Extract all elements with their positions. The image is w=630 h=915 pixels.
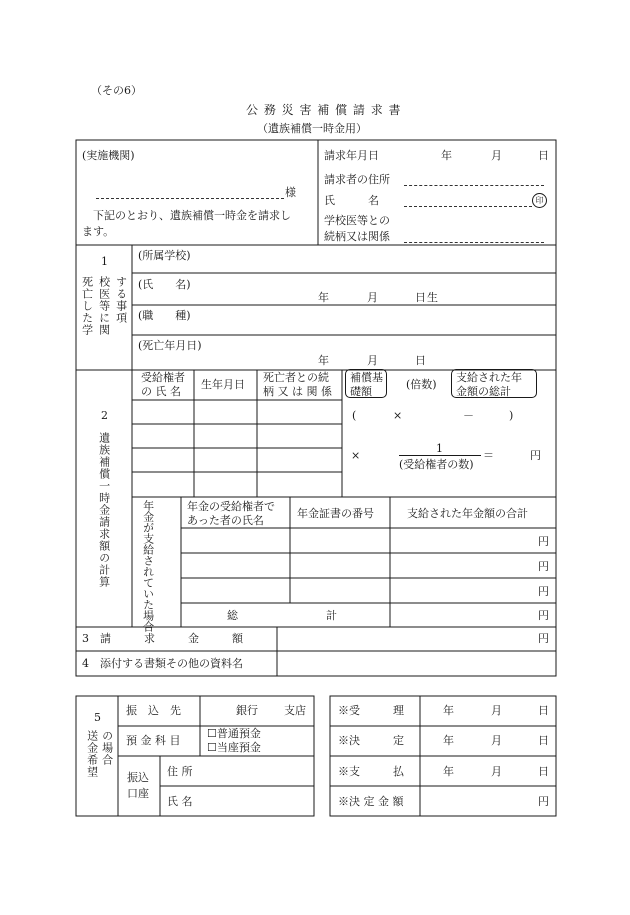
formula-minus: － [463, 409, 474, 422]
bank-label: 銀行 [236, 704, 258, 717]
office-received-month: 月 [491, 704, 502, 717]
birth-year: 年 [318, 291, 329, 304]
form-number: （その6） [91, 84, 142, 97]
form-subtitle: （遺族補償一時金用） [257, 122, 367, 135]
deceased-name-label: (氏 名) [138, 278, 191, 291]
pension-row2-yen: 円 [538, 560, 549, 573]
pension-col-sum: 支給された年金額の合計 [407, 507, 528, 520]
col-total-line2: 金額の総計 [456, 385, 511, 398]
section5-number: 5 [94, 711, 101, 724]
seal-mark: 印 [532, 193, 547, 208]
pension-total-yen: 円 [538, 609, 549, 622]
deposit-option-checking[interactable]: ☐ 当座預金 [207, 742, 261, 753]
office-amount-yen: 円 [538, 795, 549, 808]
pension-row1-yen: 円 [538, 535, 549, 548]
pension-col-name-line1: 年金の受給権者で [187, 500, 275, 513]
col-relation-line2: 柄 又 は 関 係 [263, 385, 332, 398]
account-address-label: 住 所 [167, 765, 193, 778]
account-label-line2: 口座 [127, 787, 149, 800]
attachments-label: 4 添付する書類その他の資料名 [82, 657, 243, 670]
section1-heading-col1: 死亡した学 [80, 276, 94, 336]
relation-label-line1: 学校医等との [324, 214, 390, 227]
formula-close-paren: ) [509, 409, 514, 422]
death-month: 月 [367, 354, 378, 367]
pension-total-label: 総 計 [227, 609, 337, 622]
death-date-label: (死亡年月日) [138, 339, 202, 352]
formula-times2: × [351, 449, 361, 462]
address-field[interactable] [404, 185, 544, 186]
section2-heading: 遺族補償一時金請求額の計算 [97, 432, 111, 588]
birth-suffix: 生 [427, 291, 438, 304]
request-date-day: 日 [538, 149, 549, 162]
deposit-option-ordinary[interactable]: ☐ 普通預金 [207, 728, 261, 739]
col-beneficiary-line2: の 氏 名 [141, 385, 181, 398]
office-decided-day: 日 [538, 734, 549, 747]
office-paid-month: 月 [491, 765, 502, 778]
office-paid-label: ※支 払 [338, 765, 404, 778]
birth-day: 日 [415, 291, 426, 304]
claim-amount-yen: 円 [538, 632, 549, 645]
pension-col-cert: 年金証書の番号 [297, 507, 374, 520]
account-name-label: 氏 名 [167, 795, 193, 808]
request-date-label: 請求年月日 [324, 149, 379, 162]
formula-equals: ＝ [483, 449, 494, 462]
school-label: (所属学校) [138, 249, 191, 262]
office-received-day: 日 [538, 704, 549, 717]
pension-col-name-line2: あった者の氏名 [187, 514, 264, 527]
col-multiplier: (倍数) [406, 378, 437, 391]
col-base-line2: 礎額 [350, 385, 372, 398]
col-base-line1: 補償基 [350, 371, 383, 384]
form-title: 公 務 災 害 補 償 請 求 書 [246, 103, 402, 117]
formula-yen: 円 [530, 449, 541, 462]
request-text-line1: 下記のとおり、遺族補償一時金を請求し [93, 209, 291, 222]
office-decided-label: ※決 定 [338, 734, 404, 747]
birth-month: 月 [367, 291, 378, 304]
col-relation-line1: 死亡者との続 [263, 371, 329, 384]
death-day: 日 [415, 354, 426, 367]
section1-heading-col2: 校医等に関 [97, 276, 111, 336]
section1-number: 1 [101, 255, 108, 268]
name-label: 氏 名 [324, 194, 379, 207]
col-birthdate: 生年月日 [201, 378, 245, 391]
office-paid-year: 年 [443, 765, 454, 778]
formula-open-paren: ( [352, 409, 357, 422]
office-decided-year: 年 [443, 734, 454, 747]
pension-heading-col1: 年金が支給されていた場合 [141, 500, 155, 632]
relation-field[interactable] [404, 242, 544, 243]
fraction-denominator: (受給権者の数) [399, 458, 474, 471]
request-date-year: 年 [441, 149, 452, 162]
relation-label-line2: 続柄又は関係 [324, 230, 390, 243]
section1-heading-col3: する事項 [114, 276, 128, 324]
section2-number: 2 [101, 409, 108, 422]
deposit-type-label: 預 金 科 目 [126, 734, 181, 747]
request-date-month: 月 [491, 149, 502, 162]
office-received-year: 年 [443, 704, 454, 717]
fraction-bar [399, 455, 481, 456]
pension-row3-yen: 円 [538, 585, 549, 598]
formula-times: × [393, 409, 403, 422]
honorific: 様 [285, 186, 296, 199]
agency-name-field[interactable] [96, 198, 284, 199]
section5-heading-col2: の場合 [100, 730, 114, 766]
name-field[interactable] [404, 206, 532, 207]
col-total-line1: 支給された年 [456, 371, 522, 384]
section5-heading-col1: 送金希望 [85, 730, 99, 778]
account-label-line1: 振込 [127, 771, 149, 784]
occupation-label: (職 種) [138, 309, 191, 322]
death-year: 年 [318, 354, 329, 367]
claim-amount-label: 3 請 求 金 額 [82, 632, 243, 645]
office-received-label: ※受 理 [338, 704, 404, 717]
office-decided-month: 月 [491, 734, 502, 747]
branch-label: 支店 [284, 704, 306, 717]
address-label: 請求者の住所 [324, 173, 390, 186]
agency-label: (実施機関) [82, 149, 135, 162]
request-text-line2: ます。 [82, 225, 115, 238]
office-amount-label: ※決 定 金 額 [338, 795, 404, 808]
transfer-to-label: 振 込 先 [126, 704, 181, 717]
office-paid-day: 日 [538, 765, 549, 778]
col-beneficiary-line1: 受給権者 [141, 371, 185, 384]
fraction-numerator: 1 [436, 442, 443, 455]
